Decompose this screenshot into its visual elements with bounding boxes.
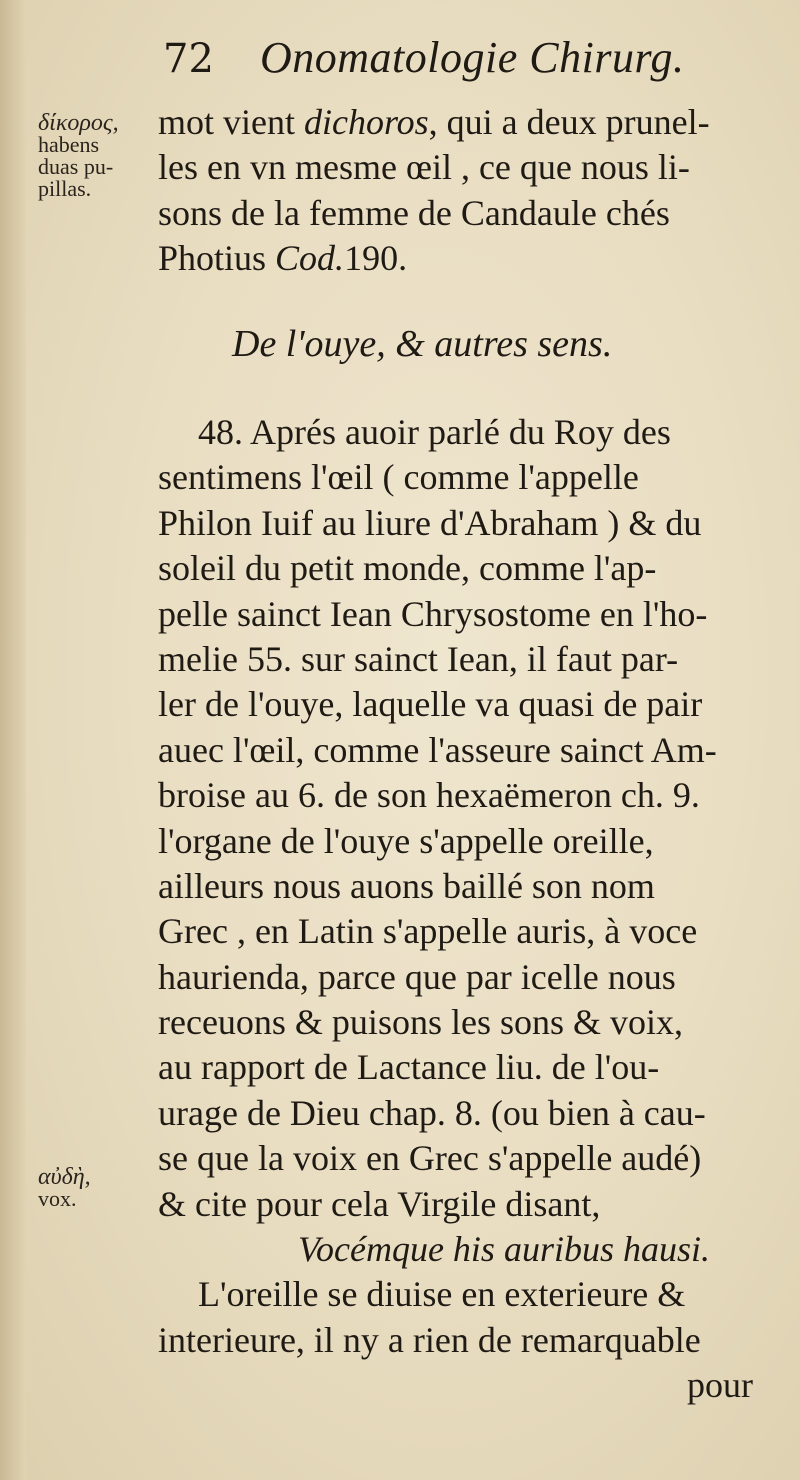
text-line: Grec , en Latin s'appelle auris, à voce <box>158 911 698 952</box>
text-line: sons de la femme de Candaule chés <box>158 192 670 233</box>
text-line: sentimens l'œil ( comme l'appelle <box>158 457 639 498</box>
page-gutter <box>0 0 26 1480</box>
text-line: ler de l'ouye, laquelle va quasi de pair <box>158 684 703 725</box>
verse-line: Vocémque his auribus hausi. <box>298 1229 710 1270</box>
section-heading: De l'ouye, & autres sens. <box>232 323 613 365</box>
running-title: Onomatologie Chirurg. <box>260 33 685 82</box>
text-line: L'oreille se diuise en exterieure & <box>198 1274 686 1315</box>
margin-note-dikoros <box>38 112 158 200</box>
text-block-intro <box>158 100 778 282</box>
text-line: & cite pour cela Virgile disant, <box>158 1183 601 1224</box>
text-line: broise au 6. de son hexaëmeron ch. 9. <box>158 775 700 816</box>
text-line: ailleurs nous auons baillé son nom <box>158 865 655 906</box>
text-line: au rapport de Lactance liu. de l'ou- <box>158 1047 660 1088</box>
catchword: pour <box>687 1365 753 1406</box>
text-line: interieure, il ny a rien de remarquable <box>158 1319 701 1360</box>
italic-term: dichoros <box>304 102 429 142</box>
text-line <box>158 100 778 145</box>
margin-note-line: δίκορος, <box>38 110 119 136</box>
text-line <box>158 236 778 281</box>
text-line: melie 55. sur sainct Iean, il faut par- <box>158 638 679 679</box>
text-line: urage de Dieu chap. 8. (ou bien à cau- <box>158 1092 706 1133</box>
text-line: soleil du petit monde, comme l'ap- <box>158 548 657 589</box>
text-line: les en vn mesme œil , ce que nous li- <box>158 147 690 188</box>
text-line: Philon Iuif au liure d'Abraham ) & du <box>158 502 702 543</box>
page-number: 72 <box>163 36 214 82</box>
text-span: , qui a deux prunel- <box>428 102 710 142</box>
text-span: Photius <box>158 238 276 279</box>
text-line: haurienda, parce que par icelle nous <box>158 956 676 997</box>
text-line: l'organe de l'ouye s'appelle oreille, <box>158 820 654 861</box>
margin-note-line: duas pu- <box>38 154 114 179</box>
italic-term: Cod. <box>275 238 345 279</box>
text-line: auec l'œil, comme l'asseure sainct Am- <box>158 729 717 770</box>
text-span: mot vient <box>158 102 304 142</box>
text-line: 48. Aprés auoir parlé du Roy des <box>198 412 671 452</box>
text-line: receuons & puisons les sons & voix, <box>158 1002 683 1043</box>
margin-note-line: habens <box>38 132 100 157</box>
page-header <box>155 28 775 88</box>
margin-note-line: αὐδὴ, <box>38 1164 91 1190</box>
text-block-ouye <box>158 410 778 1409</box>
margin-note-aude <box>38 1166 158 1210</box>
margin-note-line: pillas. <box>38 176 92 201</box>
text-line: se que la voix en Grec s'appelle audé) <box>158 1138 702 1179</box>
text-span: 190. <box>344 238 408 279</box>
text-line: pelle sainct Iean Chrysostome en l'ho- <box>158 593 708 634</box>
margin-note-line: vox. <box>38 1186 77 1211</box>
